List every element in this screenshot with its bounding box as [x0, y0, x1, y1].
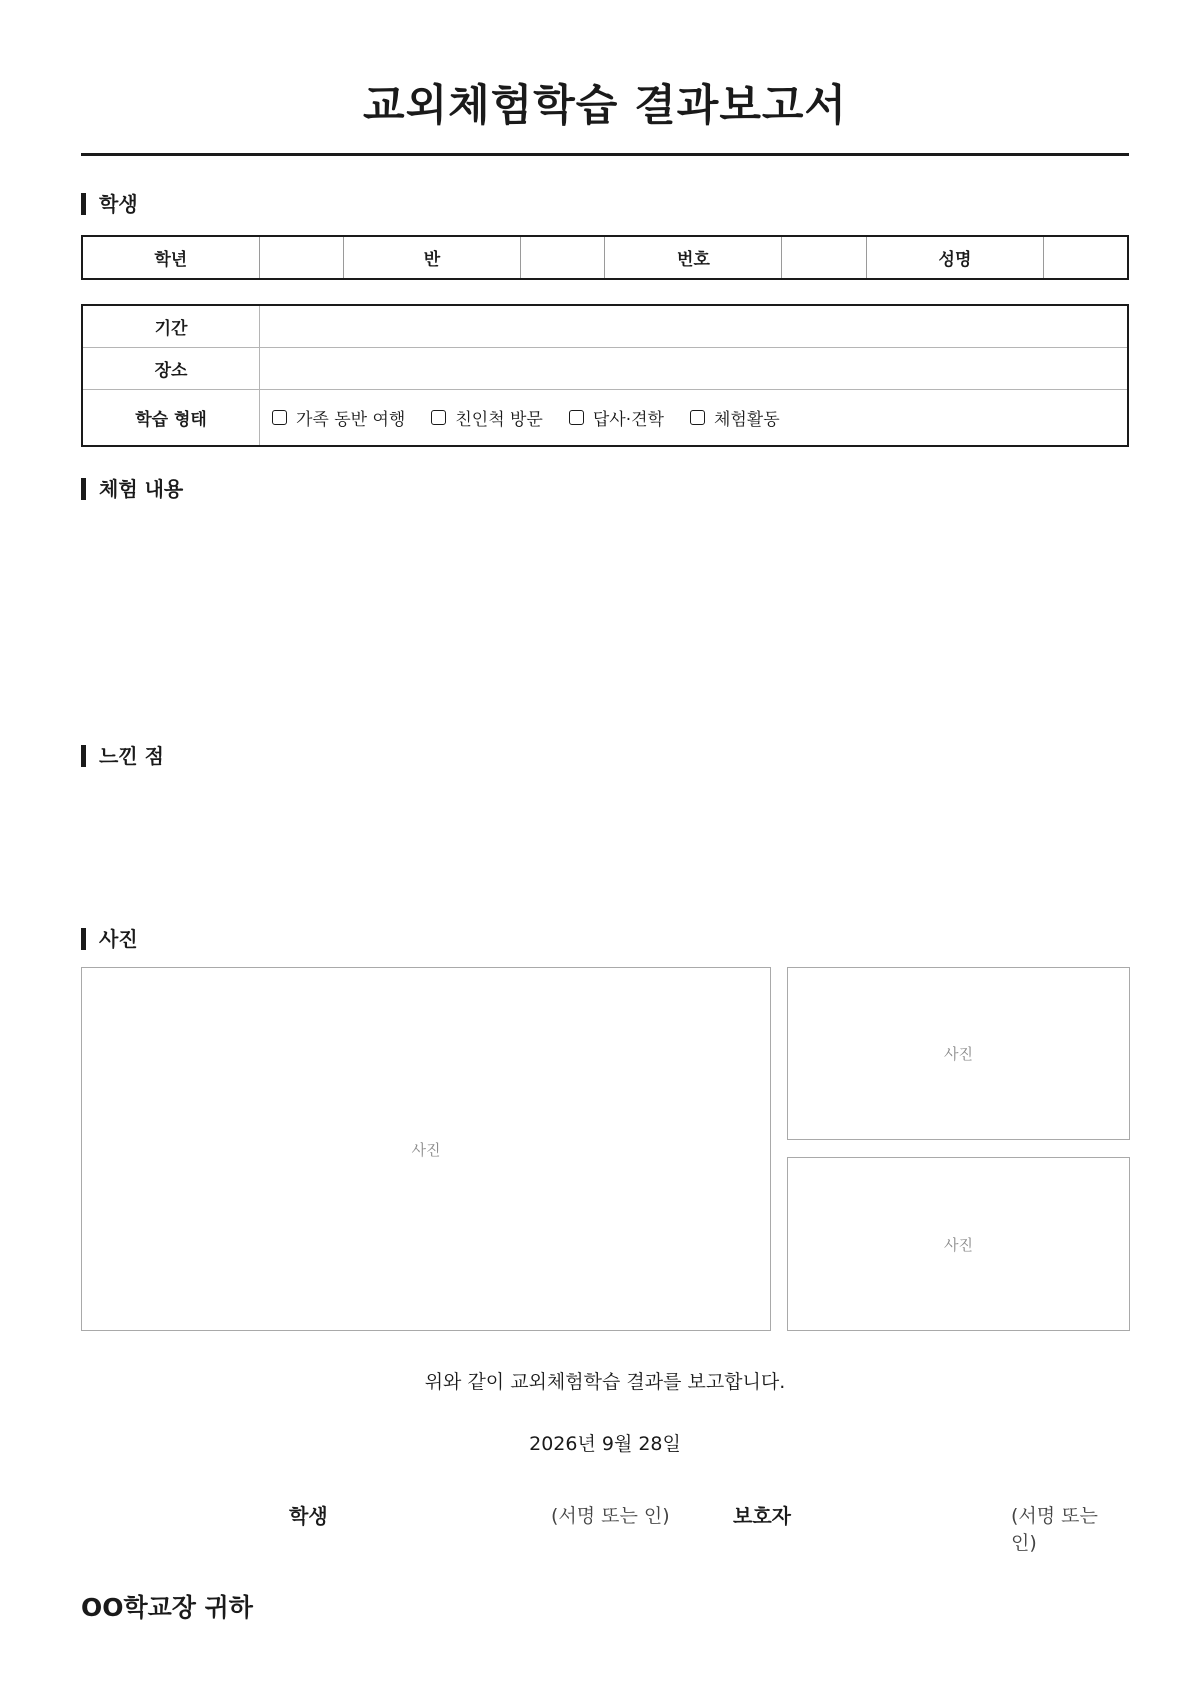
- class-value-cell[interactable]: [520, 236, 604, 279]
- photo-placeholder-label: 사진: [944, 1045, 973, 1063]
- addressee: OO학교장 귀하: [81, 1593, 253, 1622]
- option-field-trip[interactable]: [569, 405, 664, 430]
- grade-label: 학년: [82, 236, 259, 279]
- learning-type-options-cell: [260, 390, 1129, 447]
- option-family-trip[interactable]: [272, 405, 405, 430]
- photo-frame-bottom-right[interactable]: [787, 1157, 1130, 1331]
- student-info-table: [81, 235, 1129, 280]
- name-value-cell[interactable]: [1043, 236, 1128, 279]
- period-label: 기간: [82, 305, 260, 348]
- section-heading-photos: 사진: [81, 928, 138, 950]
- place-value-cell[interactable]: [260, 348, 1129, 390]
- number-label: 번호: [605, 236, 782, 279]
- checkbox-icon[interactable]: [431, 410, 446, 425]
- guardian-signature-field[interactable]: (서명 또는 인): [1011, 1505, 1098, 1554]
- title-divider: [81, 153, 1129, 156]
- checkbox-icon[interactable]: [690, 410, 705, 425]
- report-statement: 위와 같이 교외체험학습 결과를 보고합니다.: [424, 1371, 786, 1393]
- number-value-cell[interactable]: [782, 236, 866, 279]
- option-label: 답사·견학: [592, 410, 664, 430]
- report-date: 2026년 9월 28일: [529, 1433, 681, 1455]
- place-label: 장소: [82, 348, 260, 390]
- section-heading-student: 학생: [81, 193, 138, 215]
- class-label: 반: [343, 236, 520, 279]
- student-signature-field[interactable]: (서명 또는 인): [551, 1505, 670, 1527]
- period-value-cell[interactable]: [260, 305, 1129, 348]
- name-label: 성명: [866, 236, 1043, 279]
- section-heading-experience: 체험 내용: [81, 478, 183, 500]
- section-heading-impression: 느낀 점: [81, 745, 164, 767]
- option-experience-activity[interactable]: [690, 405, 780, 430]
- experience-content-area[interactable]: [81, 512, 1129, 732]
- page-title: 교외체험학습 결과보고서: [363, 81, 847, 131]
- activity-info-table: [81, 304, 1129, 447]
- option-relative-visit[interactable]: [431, 405, 543, 430]
- impression-content-area[interactable]: [81, 780, 1129, 910]
- checkbox-icon[interactable]: [569, 410, 584, 425]
- grade-value-cell[interactable]: [259, 236, 343, 279]
- option-label: 가족 동반 여행: [296, 410, 406, 430]
- photo-placeholder-label: 사진: [411, 1140, 441, 1159]
- photo-placeholder-label: 사진: [944, 1235, 973, 1254]
- option-label: 친인척 방문: [455, 410, 543, 430]
- guardian-signature-label: 보호자: [733, 1504, 791, 1528]
- photo-frame-top-right[interactable]: [787, 967, 1130, 1140]
- checkbox-icon[interactable]: [272, 410, 287, 425]
- learning-type-label: 학습 형태: [82, 390, 260, 447]
- student-signature-label: 학생: [289, 1504, 328, 1528]
- photo-frame-main[interactable]: [81, 967, 771, 1331]
- option-label: 체험활동: [713, 410, 780, 430]
